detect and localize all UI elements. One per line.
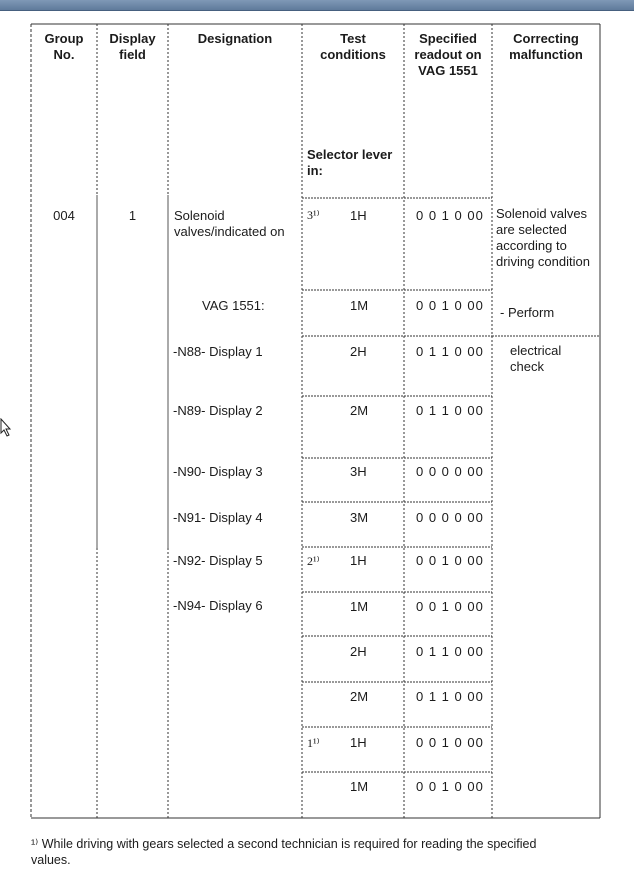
header-specified-readout: Specified readout on VAG 1551 [414,31,482,78]
group-number: 004 [53,208,75,223]
readout-cell: 0 1 1 0 00 [416,644,484,659]
readout-cell: 0 0 1 0 00 [416,208,484,223]
selector-lever-cell: 2M [350,403,369,418]
display-field-value: 1 [128,208,137,223]
readout-cell: 0 0 0 0 00 [416,464,484,479]
selector-lever-cell: 1H [350,553,367,568]
footnote: ¹⁾ While driving with gears selected a second technician is required for reading the specified values. [31,837,537,867]
designation-item: -N94- Display 6 [173,598,263,613]
designation-item: -N92- Display 5 [173,553,263,568]
selector-lever-cell: 1M [350,779,369,794]
header-selector-lever: Selector lever in: [307,147,393,178]
designation-item: -N91- Display 4 [173,510,263,525]
selector-lever-cell: 1H [350,208,367,223]
correcting-text: Solenoid valves are selected according to driving condition [496,206,590,269]
header-group-no: Group No. [44,31,84,62]
selector-lever-cell: 1M [350,298,369,313]
correcting-perform: - Perform [500,305,555,320]
mouse-pointer-icon [0,418,12,438]
designation-vag: VAG 1551: [202,298,265,313]
designation-main: Solenoid valves/indicated on [174,208,285,239]
readout-cell: 0 1 1 0 00 [416,403,484,418]
selector-lever-cell: 2M [350,689,369,704]
gear-group-marker: 1¹⁾ [307,736,320,750]
selector-lever-cell: 2H [350,344,367,359]
correcting-electrical-check: electrical check [510,343,562,374]
readout-cell: 0 0 0 0 00 [416,510,484,525]
selector-lever-cell: 3M [350,510,369,525]
readout-cell: 0 1 1 0 00 [416,689,484,704]
designation-item: -N90- Display 3 [173,464,263,479]
selector-lever-cell: 2H [350,644,367,659]
readout-cell: 0 0 1 0 00 [416,779,484,794]
selector-lever-cell: 1M [350,599,369,614]
selector-lever-cell: 1H [350,735,367,750]
designation-item: -N88- Display 1 [173,344,263,359]
header-test-conditions: Test conditions [320,31,386,62]
header-designation: Designation [197,31,273,46]
readout-cell: 0 0 1 0 00 [416,298,484,313]
readout-cell: 0 1 1 0 00 [416,344,484,359]
gear-group-marker: 3¹⁾ [307,208,320,222]
readout-cell: 0 0 1 0 00 [416,599,484,614]
readout-cell: 0 0 1 0 00 [416,553,484,568]
designation-item: -N89- Display 2 [173,403,263,418]
selector-lever-cell: 3H [350,464,367,479]
header-correcting-malfunction: Correcting malfunction [509,31,583,62]
readout-cell: 0 0 1 0 00 [416,735,484,750]
gear-group-marker: 2¹⁾ [307,554,320,568]
window-top-bar [0,0,634,11]
header-display-field: Display field [109,31,156,62]
